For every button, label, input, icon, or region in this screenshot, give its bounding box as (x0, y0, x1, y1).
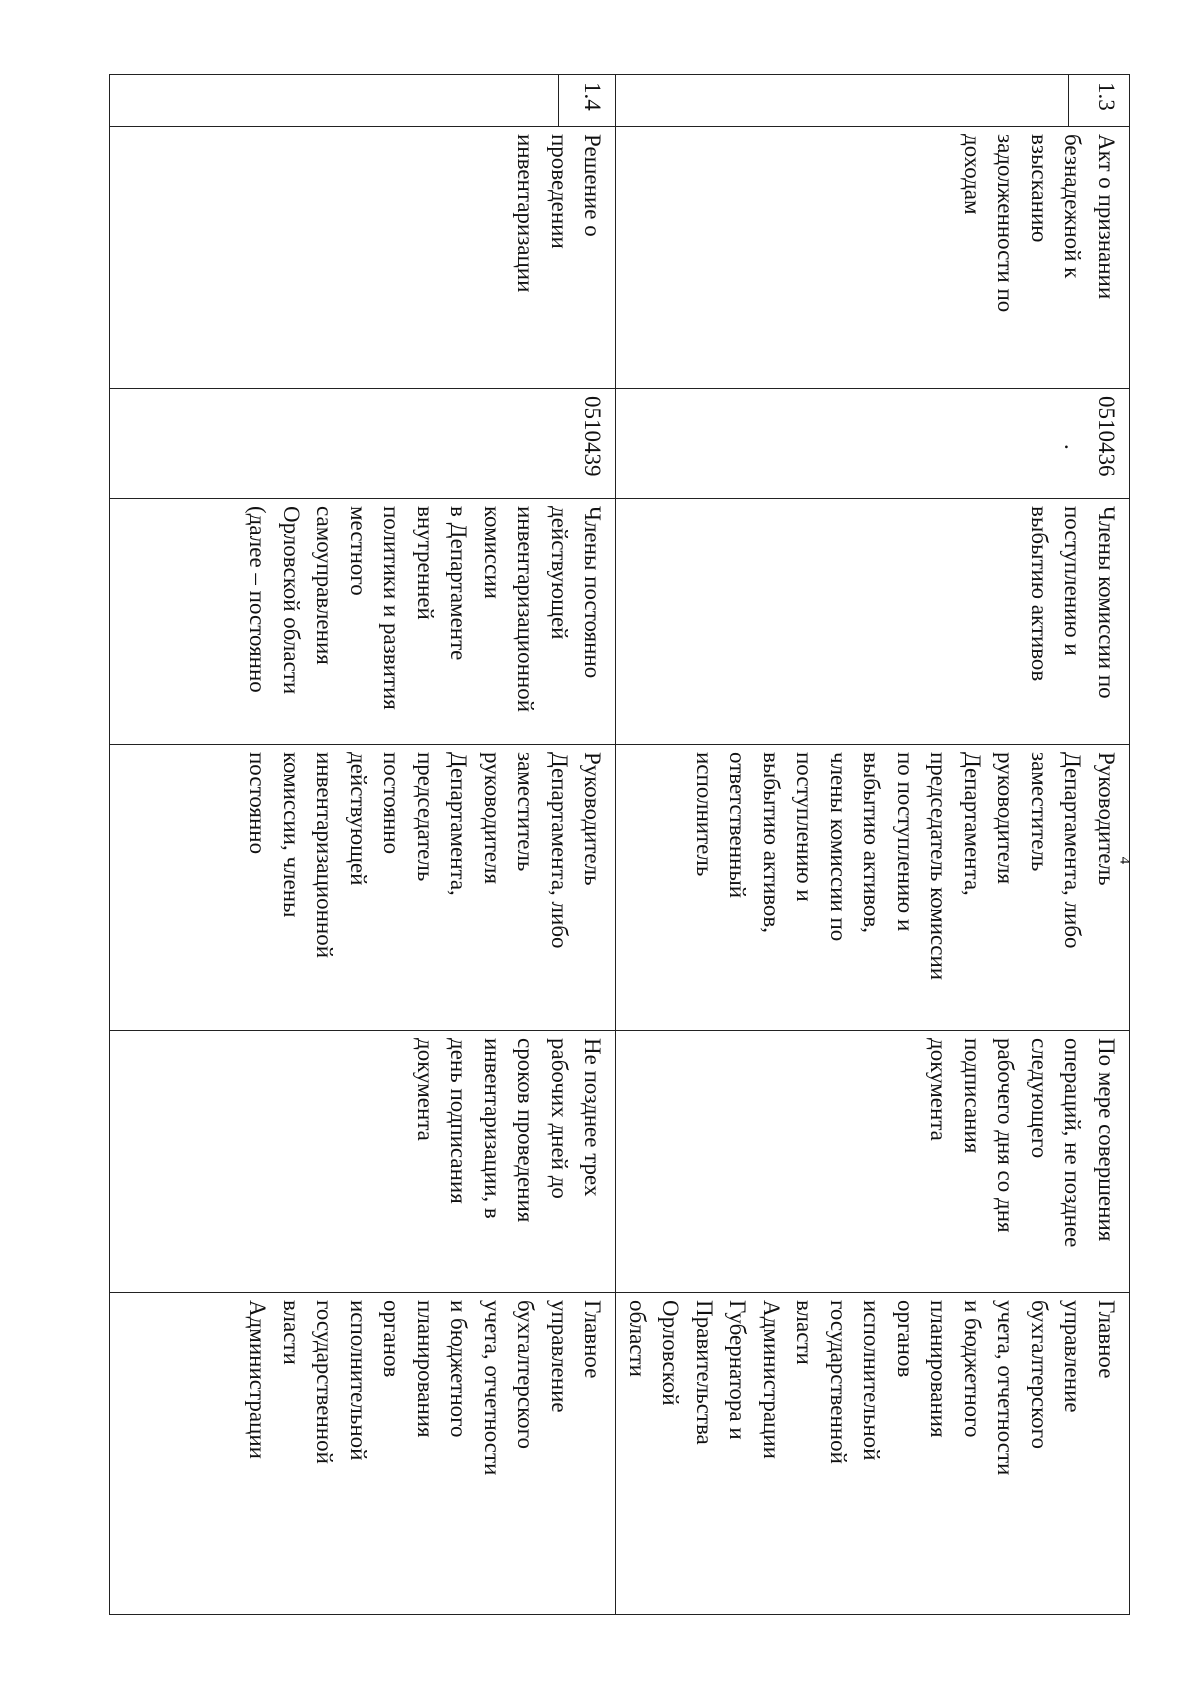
cell-text-line: исполнительной (346, 1300, 371, 1461)
cell-text-line: местного (346, 506, 371, 596)
cell-text-line: Акт о признании (1094, 134, 1119, 300)
cell-text-line: инвентаризации, в (480, 1038, 505, 1219)
cell-text-line: учета, отчетности (480, 1300, 505, 1476)
cell-text-line: политики и развития (379, 506, 405, 710)
cell-text-line: документа (413, 1038, 438, 1141)
cell-text-line: председатель комиссии (926, 752, 952, 981)
cell-text-line: председатель (413, 752, 438, 882)
cell-text-line: Члены постоянно (580, 506, 606, 679)
cell-text-line: Правительства (692, 1300, 717, 1445)
cell-text-line: выбытию активов, (859, 752, 885, 934)
cell-text-line: постоянно (379, 752, 405, 855)
cell-text-line: Администрации (245, 1300, 271, 1459)
recipient-cell (110, 1293, 616, 1615)
cell-text-line: исполнитель (692, 752, 717, 877)
signers-cell (110, 745, 616, 1031)
row-number-cell: 1.4 (559, 75, 616, 127)
cell-text-line: и бюджетного (960, 1300, 985, 1438)
cell-text-line: учета, отчетности (993, 1300, 1019, 1476)
document-name-cell (616, 127, 1130, 389)
cell-text-line: действующей (547, 506, 572, 640)
cell-text-line: день подписания (446, 1038, 472, 1204)
cell-text-line: Главное (1094, 1300, 1119, 1379)
cell-text-line: руководителя (480, 752, 505, 885)
cell-text-line: Не позднее трех (580, 1038, 606, 1197)
cell-text-line: исполнительной (859, 1300, 885, 1461)
cell-text-line: власти (279, 1300, 304, 1365)
cell-text-line: сроков проведения (513, 1038, 539, 1223)
cell-text-line: заместитель (513, 752, 539, 872)
page-number: 4 (1116, 856, 1133, 865)
cell-text-line: операций, не позднее (1060, 1038, 1086, 1248)
cell-text-line: органов (379, 1300, 405, 1378)
cell-text-line: государственной (826, 1300, 851, 1464)
form-code-cell: 0510436 . (616, 389, 1130, 499)
cell-text-line: безнадежной к (1060, 134, 1086, 279)
cell-text-line: Департамента, (446, 752, 472, 896)
cell-text-line: рабочих дней до (547, 1038, 572, 1199)
cell-text-line: инвентаризационной (513, 506, 539, 713)
cell-text-line: заместитель (1027, 752, 1052, 872)
compiler-cell (616, 499, 1130, 745)
table-row (559, 75, 616, 1615)
cell-text-line: комиссии (480, 506, 505, 599)
cell-text-line: взысканию (1027, 134, 1052, 243)
deadline-cell (110, 1031, 616, 1293)
row-number-empty-cell (616, 75, 1069, 127)
cell-text-line: подписания (960, 1038, 985, 1154)
cell-text-line: выбытию активов, (759, 752, 784, 934)
cell-text-line: Администрации (759, 1300, 784, 1459)
cell-text-line: Решение о (580, 134, 606, 237)
cell-text-line: бухгалтерского (513, 1300, 539, 1449)
cell-text-line: Главное (580, 1300, 606, 1379)
cell-text-line: власти (792, 1300, 818, 1365)
cell-text-line: Департамента, либо (1060, 752, 1086, 949)
rotated-table-container (120, 74, 1130, 1614)
cell-text-line: управление (1060, 1300, 1086, 1413)
cell-text-line: области (625, 1300, 650, 1377)
cell-text-line: и бюджетного (446, 1300, 472, 1438)
cell-text-line: ответственный (725, 752, 751, 899)
cell-text-line: выбытию активов (1027, 506, 1052, 682)
document-table (110, 74, 1131, 1615)
cell-text-line: доходам (960, 134, 985, 215)
signers-cell (616, 745, 1130, 1031)
cell-text-line: внутренней (413, 506, 438, 620)
cell-text-line: По мере совершения (1094, 1038, 1119, 1242)
cell-text-line: документа (926, 1038, 952, 1141)
cell-text-line: Департамента, либо (547, 752, 572, 949)
cell-text-line: органов (893, 1300, 918, 1378)
cell-text-line: Департамента, (960, 752, 985, 896)
cell-text-line: планирования (926, 1300, 952, 1438)
cell-text-line: проведении (547, 134, 572, 249)
cell-text-line: комиссии, члены (279, 752, 304, 918)
row-number-empty-cell (110, 75, 559, 127)
cell-text-line: управление (547, 1300, 572, 1413)
cell-text-line: Орловской (658, 1300, 684, 1406)
cell-text-line: Губернатора и (725, 1300, 751, 1440)
table-row (1069, 75, 1130, 1615)
cell-text-line: (далее – постоянно (245, 506, 271, 693)
cell-text-line: следующего (1027, 1038, 1052, 1159)
cell-text-line: планирования (413, 1300, 438, 1438)
cell-text-line: самоуправления (312, 506, 338, 665)
form-code-cell: 0510439 (110, 389, 616, 499)
cell-text-line: Руководитель (580, 752, 606, 886)
row-number-cell: 1.3 (1069, 75, 1130, 127)
cell-text-line: бухгалтерского (1027, 1300, 1052, 1449)
recipient-cell (616, 1293, 1130, 1615)
cell-text-line: постоянно (245, 752, 271, 855)
cell-text-line: рабочего дня со дня (993, 1038, 1019, 1233)
cell-text-line: Члены комиссии по (1094, 506, 1119, 699)
cell-text-line: по поступлению и (893, 752, 918, 932)
cell-text-line: поступлению и (1060, 506, 1086, 656)
cell-text-line: в Департаменте (446, 506, 472, 661)
cell-text-line: Орловской области (279, 506, 304, 695)
cell-text-line: Руководитель (1094, 752, 1119, 886)
cell-text-line: действующей (346, 752, 371, 886)
compiler-cell (110, 499, 616, 745)
cell-text-line: государственной (312, 1300, 338, 1464)
cell-text-line: задолженности по (993, 134, 1019, 313)
cell-text-line: инвентаризации (513, 134, 539, 293)
deadline-cell (616, 1031, 1130, 1293)
cell-text-line: поступлению и (792, 752, 818, 902)
document-name-cell (110, 127, 616, 389)
cell-text-line: инвентаризационной (312, 752, 338, 959)
cell-text-line: руководителя (993, 752, 1019, 885)
cell-text-line: члены комиссии по (826, 752, 851, 942)
